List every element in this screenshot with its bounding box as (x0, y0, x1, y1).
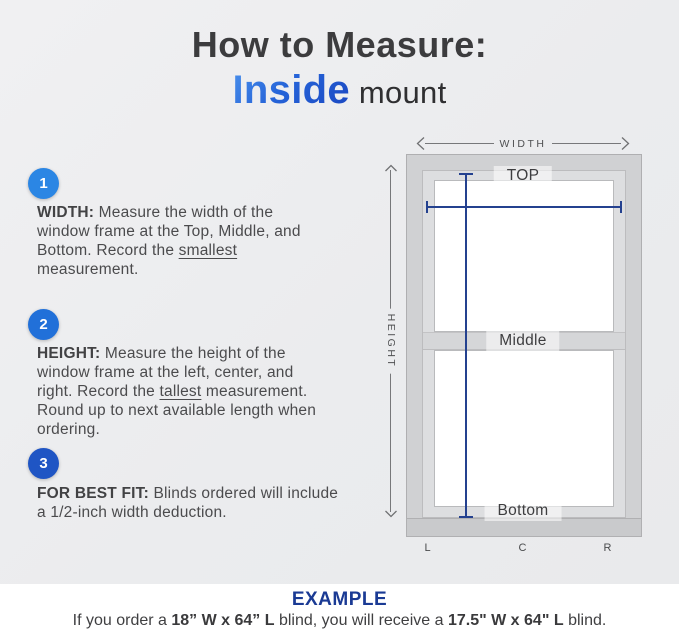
label-right: R (603, 542, 613, 554)
window-pane-bottom (434, 350, 614, 507)
height-measure-tick-bottom (459, 516, 473, 518)
label-left: L (424, 542, 432, 554)
step-3-label: FOR BEST FIT: (37, 485, 149, 502)
arrow-up-icon (384, 164, 398, 172)
step-2-number: 2 (39, 316, 48, 333)
title-rest: mount (349, 75, 447, 111)
height-label: HEIGHT (385, 309, 397, 374)
step-3-number: 3 (39, 455, 48, 472)
label-center: C (518, 542, 528, 554)
step-1-label: WIDTH: (37, 204, 95, 221)
example-sentence: If you order a 18” W x 64” L blind, you will receive a 17.5" W x 64" L blind. (72, 612, 607, 629)
label-bottom: Bottom (485, 501, 562, 521)
step-2-underlined-word: tallest (159, 383, 202, 400)
step-3-text: FOR BEST FIT: Blinds ordered will include a 1/2-inch width deduction. (37, 485, 339, 521)
example-heading: EXAMPLE (291, 589, 388, 610)
title-line1: How to Measure: (191, 24, 488, 65)
step-1-number: 1 (39, 175, 48, 192)
width-label: WIDTH (499, 137, 547, 150)
arrow-down-icon (384, 510, 398, 518)
ordered-size: 18” W x 64” L (171, 612, 275, 629)
step-3-badge (28, 448, 59, 479)
step-2-badge (28, 309, 59, 340)
label-top: TOP (494, 166, 552, 186)
title-highlight: Inside (232, 68, 350, 113)
height-measure-line (465, 174, 467, 517)
step-1-text: WIDTH: Measure the width of the window frame at the Top, Middle, and Bottom. Record the smallest measurement. (37, 204, 301, 278)
step-1-badge (28, 168, 59, 199)
width-measure-tick-left (426, 201, 428, 213)
width-measure-tick-right (620, 201, 622, 213)
arrow-right-icon (621, 136, 630, 151)
step-1-underlined-word: smallest (178, 242, 238, 259)
width-measure-line (427, 206, 621, 208)
step-2-label: HEIGHT: (37, 345, 101, 362)
received-size: 17.5" W x 64" L (447, 612, 564, 629)
label-middle: Middle (486, 331, 559, 351)
height-measure-tick-top (459, 173, 473, 175)
width-dimension-arrow (416, 136, 630, 151)
arrow-left-icon (416, 136, 425, 151)
example-section (0, 584, 679, 642)
title-line2 (0, 67, 679, 113)
height-dimension-arrow (383, 164, 399, 518)
step-2-text: HEIGHT: Measure the height of the window frame at the left, center, and right. Record the tallest measurement. Round up to next available length when ordering. (37, 345, 317, 438)
page-title (0, 24, 679, 113)
window-pane-top (434, 180, 614, 332)
width-arrow-line-left (425, 143, 494, 144)
width-arrow-line-right (552, 143, 621, 144)
